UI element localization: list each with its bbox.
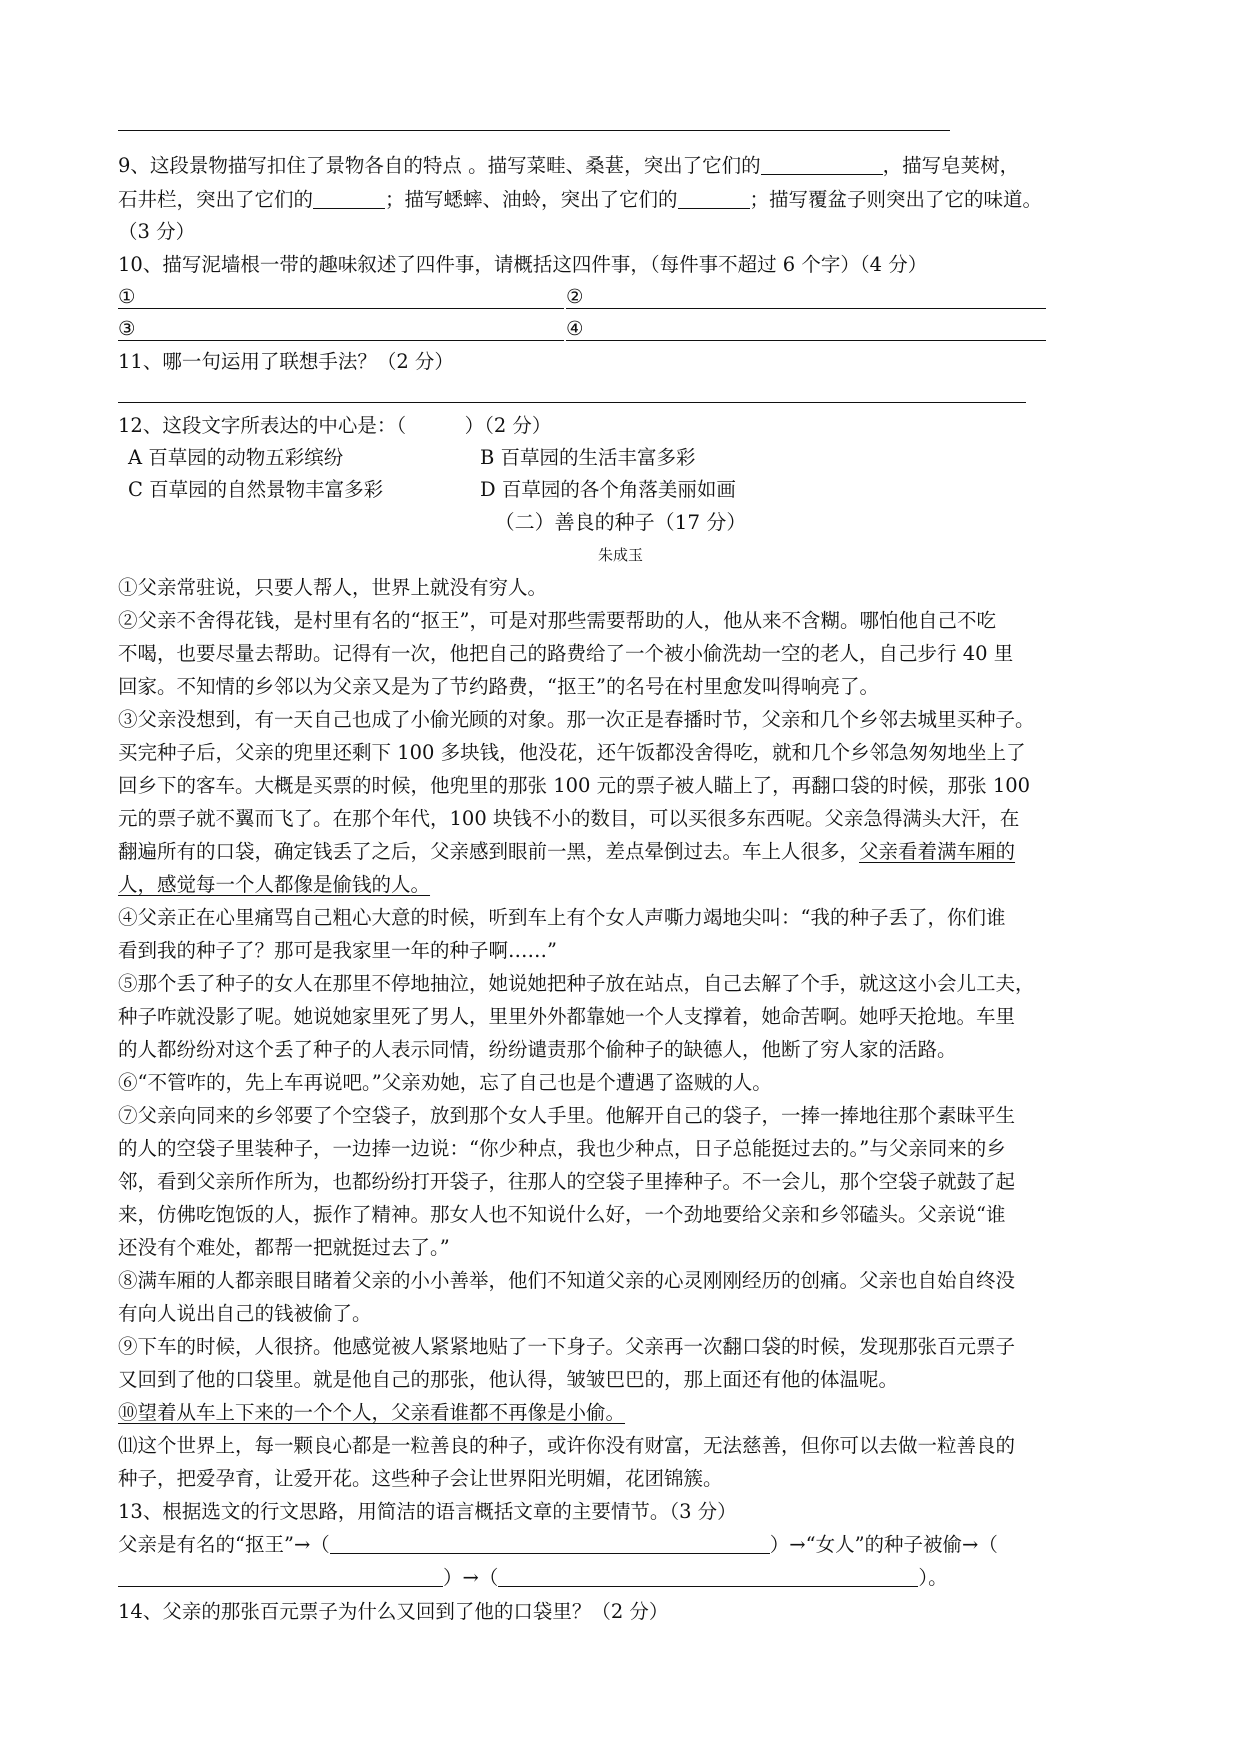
q13-blank-1[interactable]	[330, 1531, 770, 1554]
q10-answer-line-1[interactable]	[118, 308, 564, 309]
article-line: 回家。不知情的乡邻以为父亲又是为了节约路费，“抠王”的名号在村里愈发叫得响亮了。	[118, 675, 879, 698]
article-line: 元的票子就不翼而飞了。在那个年代，100 块钱不小的数目，可以买很多东西呢。父亲急得满头大汗，在	[118, 807, 1020, 830]
q9-score: （3 分）	[118, 220, 196, 243]
q12-option-b[interactable]: B 百草园的生活丰富多彩	[480, 446, 696, 469]
q10-marker-3: ③	[118, 317, 136, 340]
article-line	[118, 1397, 625, 1429]
article-line: 看到我的种子了？那可是我家里一年的种子啊……”	[118, 939, 557, 962]
q12-option-c[interactable]: C 百草园的自然景物丰富多彩	[128, 478, 384, 501]
article-line: ⑦父亲向同来的乡邻要了个空袋子，放到那个女人手里。他解开自己的袋子，一捧一捧地往那个素昧平生	[118, 1104, 1016, 1127]
q10-answer-line-2[interactable]	[566, 308, 1046, 309]
q13-stem: 13、根据选文的行文思路，用简洁的语言概括文章的主要情节。（3 分）	[118, 1500, 737, 1523]
q10-marker-2: ②	[566, 285, 584, 308]
q9-text-b: ，描写皂荚树，	[882, 154, 1020, 177]
article-line: ⑨下车的时候，人很挤。他感觉被人紧紧地贴了一下身子。父亲再一次翻口袋的时候，发现那张百元票子	[118, 1335, 1016, 1358]
underlined-sentence-part-1: 父亲看着满车厢的	[859, 840, 1016, 863]
article-line: 又回到了他的口袋里。就是他自己的那张，他认得，皱皱巴巴的，那上面还有他的体温呢。	[118, 1368, 899, 1391]
article-line: 的人的空袋子里装种子，一边捧一边说：“你少种点，我也少种点，日子总能挺过去的。”与父亲同来的乡	[118, 1137, 1006, 1160]
q13-blank-3[interactable]	[498, 1564, 918, 1587]
article-line: 邻，看到父亲所作所为，也都纷纷打开袋子，往那人的空袋子里捧种子。不一会儿，那个空袋子就鼓了起	[118, 1170, 1016, 1193]
article-line: 种子咋就没影了呢。她说她家里死了男人，里里外外都靠她一个人支撑着，她命苦啊。她呼天抢地。车里	[118, 1005, 1016, 1028]
article-line: 还没有个难处，都帮一把就挺过去了。”	[118, 1236, 450, 1259]
article-line: 回乡下的客车。大概是买票的时候，他兜里的那张 100 元的票子被人瞄上了，再翻口袋的时候，那张 100	[118, 774, 1031, 797]
q13-blank-2[interactable]	[118, 1564, 443, 1587]
answer-line-top[interactable]	[118, 130, 950, 131]
q10-marker-1: ①	[118, 285, 136, 308]
article-line: 种子，把爱孕育，让爱开花。这些种子会让世界阳光明媚，花团锦簇。	[118, 1467, 723, 1490]
q13-text-d: ）。	[918, 1566, 948, 1589]
q14-stem: 14、父亲的那张百元票子为什么又回到了他的口袋里？（2 分）	[118, 1600, 669, 1623]
article-line: 有向人说出自己的钱被偷了。	[118, 1302, 372, 1325]
q11-stem: 11、哪一句运用了联想手法？（2 分）	[118, 350, 454, 373]
article-line: ⑾这个世界上，每一颗良心都是一粒善良的种子，或许你没有财富，无法慈善，但你可以去做一粒善良的	[118, 1434, 1016, 1457]
article-line: 买完种子后，父亲的兜里还剩下 100 多块钱，他没花，还午饭都没舍得吃，就和几个乡邻急匆匆地坐上了	[118, 741, 1026, 764]
q9-text-c: 石井栏，突出了它们的	[118, 188, 314, 211]
article-line: ⑤那个丢了种子的女人在那里不停地抽泣，她说她把种子放在站点，自己去解了个手，就这这小会儿工夫，	[118, 972, 1035, 995]
q13-text-b: ）→“女人”的种子被偷→（	[769, 1533, 998, 1556]
q9-blank-2[interactable]	[313, 186, 385, 209]
article-line: 来，仿佛吃饱饭的人，振作了精神。那女人也不知说什么好，一个劲地要给父亲和乡邻磕头。父亲说“谁	[118, 1203, 1006, 1226]
q13-line-1	[118, 1529, 998, 1561]
article-line: 的人都纷纷对这个丢了种子的人表示同情，纷纷谴责那个偷种子的缺德人，他断了穷人家的活路。	[118, 1038, 957, 1061]
q13-text-a: 父亲是有名的“抠王”→（	[118, 1533, 330, 1556]
q10-answer-line-4[interactable]	[566, 340, 1046, 341]
article-line	[118, 869, 430, 901]
q9-line-2	[118, 184, 1042, 216]
article-line-text: 翻遍所有的口袋，确定钱丢了之后，父亲感到眼前一黑，差点晕倒过去。车上人很多，	[118, 840, 860, 863]
article-author: 朱成玉	[597, 546, 643, 564]
article-line: ⑧满车厢的人都亲眼目睹着父亲的小小善举，他们不知道父亲的心灵刚刚经历的创痛。父亲也自始自终没	[118, 1269, 1016, 1292]
q11-answer-line[interactable]	[118, 402, 1026, 403]
article-line: ④父亲正在心里痛骂自己粗心大意的时候，听到车上有个女人声嘶力竭地尖叫：“我的种子丢了，你们谁	[118, 906, 1006, 929]
article-line: ②父亲不舍得花钱，是村里有名的“抠王”，可是对那些需要帮助的人，他从来不含糊。哪怕他自己不吃	[118, 609, 996, 632]
q13-line-2	[118, 1562, 948, 1594]
q9-text-e: ；描写覆盆子则突出了它的味道。	[749, 188, 1043, 211]
article-line: ⑥“不管咋的，先上车再说吧。”父亲劝她，忘了自己也是个遭遇了盗贼的人。	[118, 1071, 772, 1094]
underlined-sentence-10: ⑩望着从车上下来的一个个人，父亲看谁都不再像是小偷。	[118, 1401, 626, 1424]
q9-line-1	[118, 150, 1019, 182]
q13-text-c: ）→（	[443, 1566, 499, 1589]
q9-text-a: 9、这段景物描写扣住了景物各自的特点 。描写菜畦、桑葚，突出了它们的	[118, 154, 761, 177]
q12-option-a[interactable]: A 百草园的动物五彩缤纷	[128, 446, 344, 469]
q12-option-d[interactable]: D 百草园的各个角落美丽如画	[480, 478, 736, 501]
q10-marker-4: ④	[566, 317, 584, 340]
q10-stem: 10、描写泥墙根一带的趣味叙述了四件事，请概括这四件事，（每件事不超过 6 个字）（4 分）	[118, 253, 928, 276]
article-line: 不喝，也要尽量去帮助。记得有一次，他把自己的路费给了一个被小偷洗劫一空的老人，自己步行 40 里	[118, 642, 1014, 665]
article-title: （二）善良的种子（17 分）	[494, 510, 747, 534]
article-line: ①父亲常驻说，只要人帮人，世界上就没有穷人。	[118, 576, 548, 599]
q9-text-d: ；描写蟋蟀、油蛉，突出了它们的	[385, 188, 678, 211]
underlined-sentence-part-2: 人，感觉每一个人都像是偷钱的人。	[118, 873, 431, 896]
q10-answer-line-3[interactable]	[118, 340, 564, 341]
q9-blank-3[interactable]	[678, 186, 750, 209]
article-line-with-underline	[118, 836, 1015, 868]
q12-stem: 12、这段文字所表达的中心是：（ ）（2 分）	[118, 414, 552, 437]
q9-blank-1[interactable]	[761, 152, 883, 175]
article-line: ③父亲没想到，有一天自己也成了小偷光顾的对象。那一次正是春播时节，父亲和几个乡邻去城里买种子。	[118, 708, 1035, 731]
